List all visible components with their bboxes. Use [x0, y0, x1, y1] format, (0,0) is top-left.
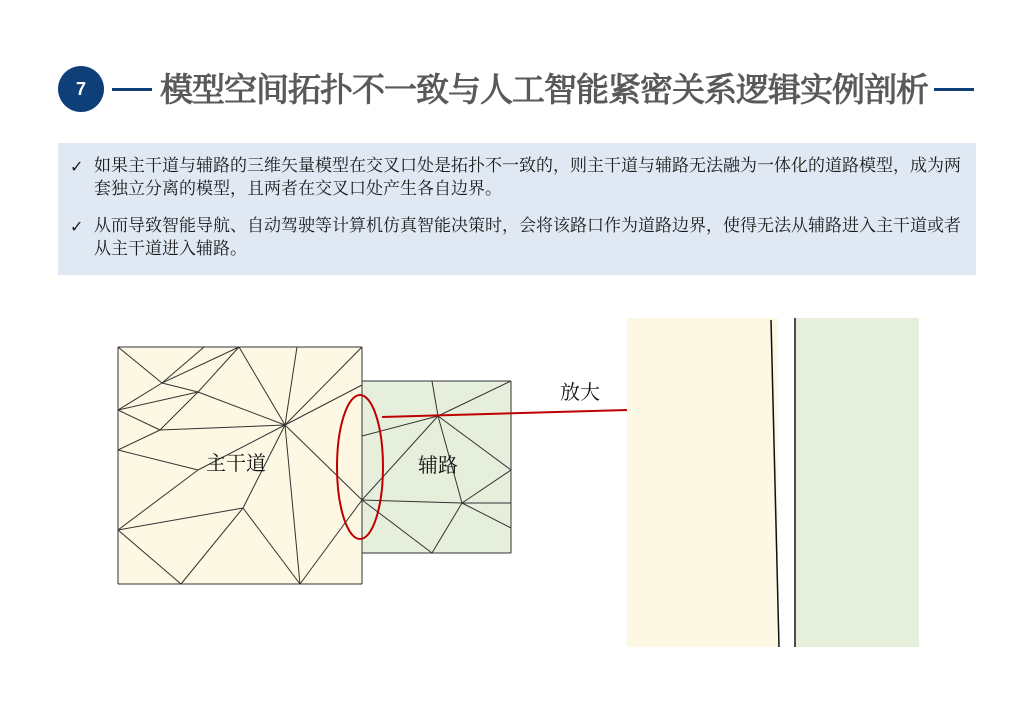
zoom-label: 放大	[560, 380, 600, 404]
zoomed-main-road	[627, 318, 778, 647]
zoomed-side-road	[796, 318, 919, 647]
checkmark-icon: ✓	[70, 217, 84, 236]
page-title: 模型空间拓扑不一致与人工智能紧密关系逻辑实例剖析	[160, 70, 928, 109]
section-number: 7	[75, 78, 86, 99]
bullet-text: 如果主干道与辅路的三维矢量模型在交叉口处是拓扑不一致的，则主干道与辅路无法融为一体化的道路模型，成为两套独立分离的模型，且两者在交叉口处产生各自边界。	[94, 156, 961, 199]
side-road-label: 辅路	[418, 453, 458, 477]
main-road-label: 主干道	[206, 451, 266, 475]
checkmark-icon: ✓	[70, 157, 84, 176]
bullet-text: 从而导致智能导航、自动驾驶等计算机仿真智能决策时，会将该路口作为道路边界，使得无法从辅路进入主干道或者从主干道进入辅路。	[94, 216, 961, 259]
